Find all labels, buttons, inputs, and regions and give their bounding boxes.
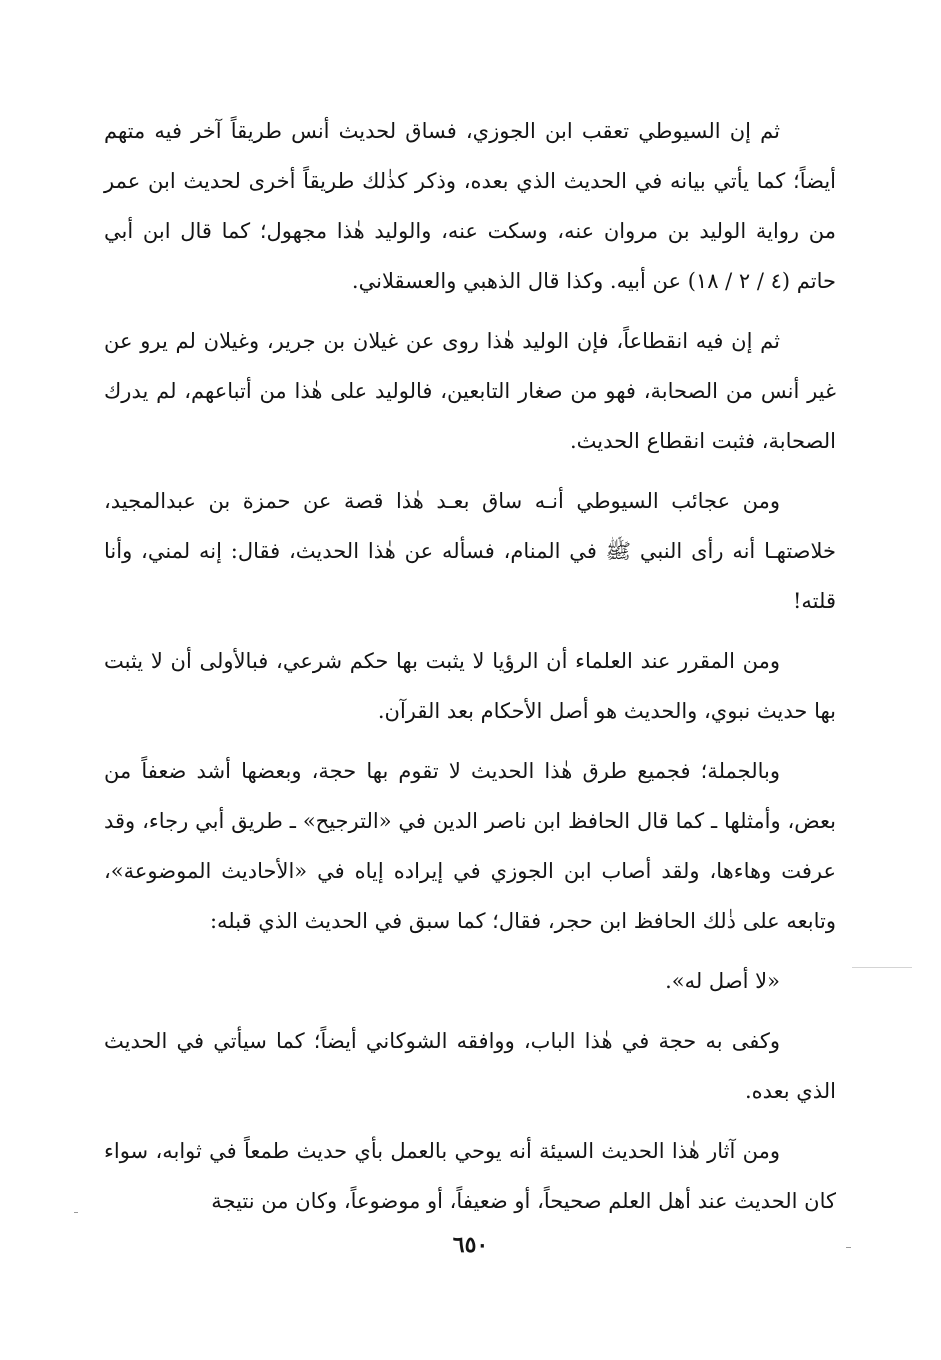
scan-artifact-dot [74, 1212, 78, 1213]
paragraph-6: وكفى به حجة في هٰذا الباب، ووافقه الشوكاني أيضاً؛ كما سيأتي في الحديث الذي بعده. [104, 1029, 836, 1103]
paragraph-3: ومن عجائب السيوطي أنـه ساق بعـد هٰذا قصة عن حمزة بن عبدالمجيد، خلاصتهـا أنه رأى النبي ﷺ في المنام، فسأله عن هٰذا الحديث، فقال: إنه لمني، وأنا قلته! [104, 489, 836, 613]
paragraph-4: ومن المقرر عند العلماء أن الرؤيا لا يثبت بها حكم شرعي، فبالأولى أن لا يثبت بها حديث نبوي، والحديث هو أصل الأحكام بعد القرآن. [104, 649, 836, 723]
scan-artifact-line [852, 967, 912, 968]
paragraph-7: ومن آثار هٰذا الحديث السيئة أنه يوحي بالعمل بأي حديث طمعاً في ثوابه، سواء كان الحديث عند أهل العلم صحيحاً، أو ضعيفاً، أو موضوعاً، وكان من نتيجة [104, 1139, 836, 1213]
paragraph-5: وبالجملة؛ فجميع طرق هٰذا الحديث لا تقوم بها حجة، وبعضها أشد ضعفاً من بعض، وأمثلها ـ كما قال الحافظ ابن ناصر الدين في «الترجيح» ـ طريق أبي رجاء، وقد عرفت وهاءها، ولقد أصاب ابن الجوزي في إيراده إياه في «الأحاديث الموضوعة»، وتابعه على ذٰلك الحافظ ابن حجر، فقال؛ كما سبق في الحديث الذي قبله: [104, 759, 836, 933]
scan-artifact-dot [846, 1247, 851, 1248]
page-number: ٦٥٠ [452, 1232, 489, 1258]
paragraph-1: ثم إن السيوطي تعقب ابن الجوزي، فساق لحديث أنس طريقاً آخر فيه متهم أيضاً؛ كما يأتي بيانه في الحديث الذي بعده، وذكر كذٰلك طريقاً أخرى لحديث ابن عمر من رواية الوليد بن مروان عنه، وسكت عنه، والوليد هٰذا مجهول؛ كما قال ابن أبي حاتم (٤ / ٢ / ١٨) عن أبيه. وكذا قال الذهبي والعسقلاني. [104, 119, 836, 293]
paragraph-2: ثم إن فيه انقطاعاً، فإن الوليد هٰذا روى عن غيلان بن جرير، وغيلان لم يرو عن غير أنس من الصحابة، فهو من صغار التابعين، فالوليد على هٰذا من أتباعهم، لم يدرك الصحابة، فثبت انقطاع الحديث. [104, 329, 836, 453]
body-text [104, 106, 836, 1236]
quotation: «لا أصل له». [665, 969, 780, 993]
